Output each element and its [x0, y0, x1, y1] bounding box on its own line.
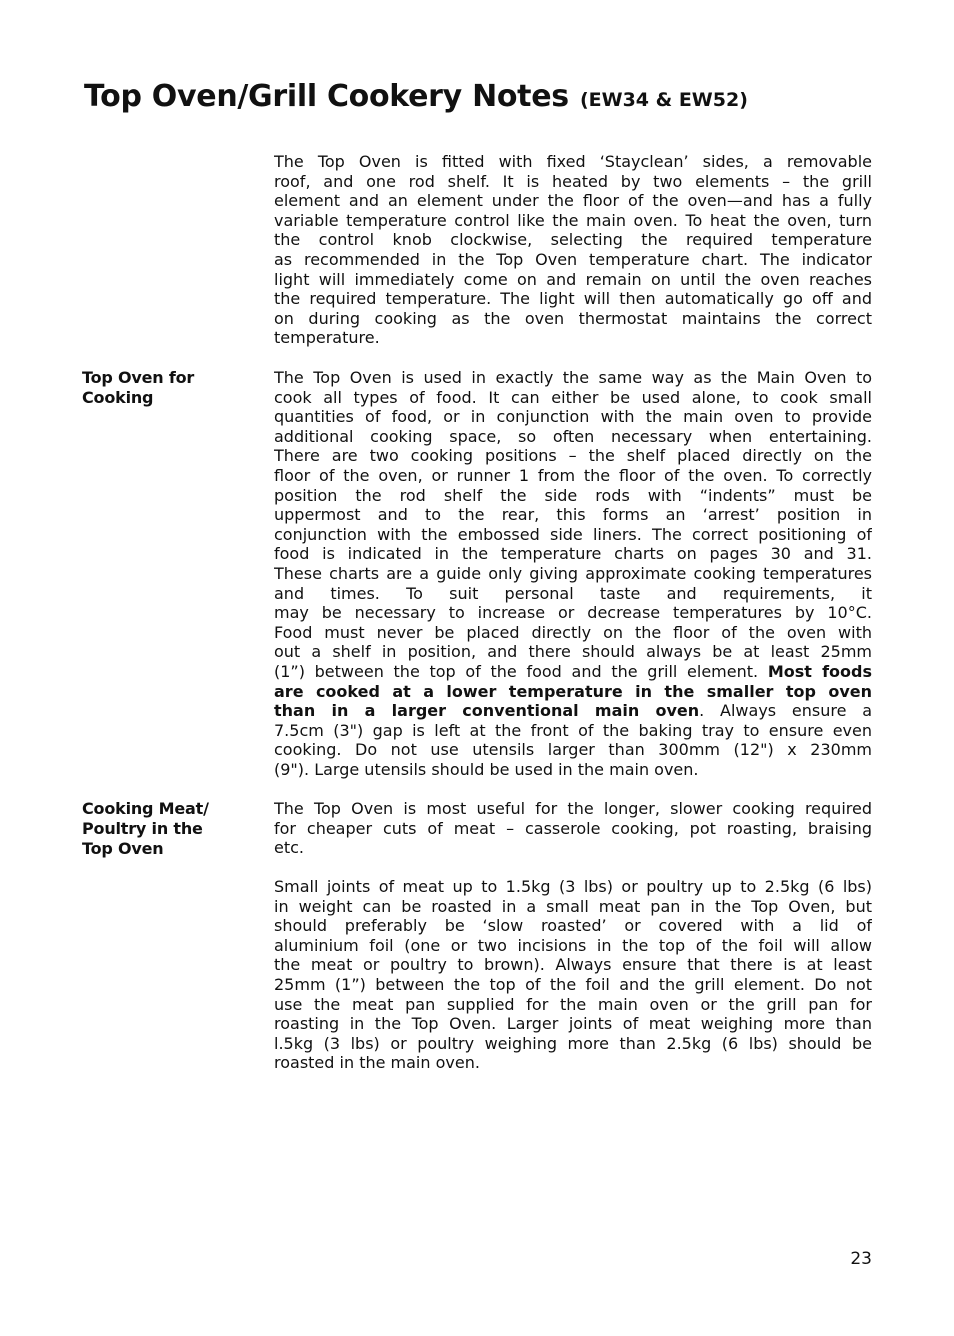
text-line: uppermost and to the rear, this forms an ‘arrest’ position in [274, 505, 872, 525]
intro-paragraph [274, 152, 872, 348]
text-line: the control knob clockwise, selecting the required temperature [274, 230, 872, 250]
page-title-main: Top Oven/Grill Cookery Notes [84, 79, 569, 114]
text-line: (9"). Large utensils should be used in the main oven. [274, 759, 699, 779]
text-line: variable temperature control like the main oven. To heat the oven, turn [274, 210, 872, 230]
meat-paragraph-1 [274, 799, 872, 858]
text-line: These charts are a guide only giving approximate cooking temperatures [274, 563, 872, 583]
text-line: out a shelf in position, and there should always be at least 25mm [274, 642, 872, 662]
page-title-models: (EW34 & EW52) [579, 89, 748, 111]
label-line: Top Oven [82, 839, 164, 858]
text-line: the required temperature. The light will then automatically go off and [274, 289, 872, 309]
text-line: etc. [274, 838, 304, 858]
text-line: as recommended in the Top Oven temperature chart. The indicator [274, 249, 872, 269]
label-line: Cooking [82, 388, 154, 407]
text-line: the meat or poultry to brown). Always ensure that there is at least [274, 955, 872, 975]
text-line: light will immediately come on and remain on until the oven reaches [274, 269, 872, 289]
text-run: (1”) between the top of the food and the grill element. [274, 661, 768, 681]
text-line: temperature. [274, 328, 380, 348]
text-line: food is indicated in the temperature charts on pages 30 and 31. [274, 544, 872, 564]
text-line: The Top Oven is most useful for the longer, slower cooking required [274, 799, 872, 818]
text-line: for cheaper cuts of meat – casserole cooking, pot roasting, braising [274, 818, 872, 838]
text-line: cook all types of food. It can either be used alone, to cook small [274, 387, 872, 407]
text-line: aluminium foil (one or two incisions in the top of the foil will allow [274, 935, 872, 955]
text-line: floor of the oven, or runner 1 from the floor of the oven. To correctly [274, 465, 872, 485]
text-line: and times. To suit personal taste and requirements, it [274, 583, 872, 603]
page-title [84, 76, 748, 114]
text-line: There are two cooking positions – the shelf placed directly on the [274, 446, 872, 466]
bold-emphasis: than in a larger conventional main oven [274, 701, 700, 721]
text-line: conjunction with the embossed side liners. The correct positioning of [274, 524, 872, 544]
text-line: roasted in the main oven. [274, 1053, 480, 1073]
text-run: . Always ensure a [699, 701, 872, 721]
text-line: roof, and one rod shelf. It is heated by two elements – the grill [274, 171, 872, 191]
text-line: l.5kg (3 lbs) or poultry weighing more than 2.5kg (6 lbs) should be [274, 1033, 872, 1053]
text-line: additional cooking space, so often necessary when entertaining. [274, 426, 872, 446]
text-line: in weight can be roasted in a small meat pan in the Top Oven, but [274, 896, 872, 916]
text-line: should preferably be ‘slow roasted’ or covered with a lid of [274, 916, 872, 936]
text-line: element and an element under the floor of the oven—and has a fully [274, 191, 872, 211]
label-line: Cooking Meat/ [82, 799, 209, 818]
text-line: Small joints of meat up to 1.5kg (3 lbs) or poultry up to 2.5kg (6 lbs) [274, 877, 872, 896]
label-line: Top Oven for [82, 368, 195, 387]
text-line: roasting in the Top Oven. Larger joints of meat weighing more than [274, 1014, 872, 1034]
label-line: Poultry in the [82, 819, 203, 838]
bold-emphasis: Most foods [767, 661, 872, 681]
text-line: 7.5cm (3") gap is left at the front of the baking tray to ensure even [274, 720, 872, 740]
top-oven-cooking-paragraph [274, 368, 872, 779]
meat-paragraph-2 [274, 877, 872, 1073]
section-label-cooking-meat-poultry [82, 799, 209, 859]
text-line: on during cooking as the oven thermostat maintains the correct [274, 308, 872, 328]
page-number: 23 [850, 1249, 872, 1269]
text-line: use the meat pan supplied for the main oven or the grill pan for [274, 994, 872, 1014]
text-line [274, 662, 872, 682]
text-line [274, 701, 872, 721]
section-label-top-oven-cooking [82, 368, 194, 408]
text-line: The Top Oven is used in exactly the same way as the Main Oven to [274, 368, 872, 387]
text-line [274, 682, 872, 702]
text-line: quantities of food, or in conjunction with the main oven to provide [274, 407, 872, 427]
text-line: 25mm (1”) between the top of the foil and the grill element. Do not [274, 974, 872, 994]
text-line: cooking. Do not use utensils larger than 300mm (12") x 230mm [274, 740, 872, 760]
text-line: position the rod shelf the side rods with “indents” must be [274, 485, 872, 505]
bold-emphasis: are cooked at a lower temperature in the smaller top oven [274, 681, 872, 701]
text-line: Food must never be placed directly on the floor of the oven with [274, 622, 872, 642]
text-line: The Top Oven is fitted with fixed ‘Stayclean’ sides, a removable [274, 152, 872, 171]
text-line: may be necessary to increase or decrease temperatures by 10°C. [274, 603, 872, 623]
